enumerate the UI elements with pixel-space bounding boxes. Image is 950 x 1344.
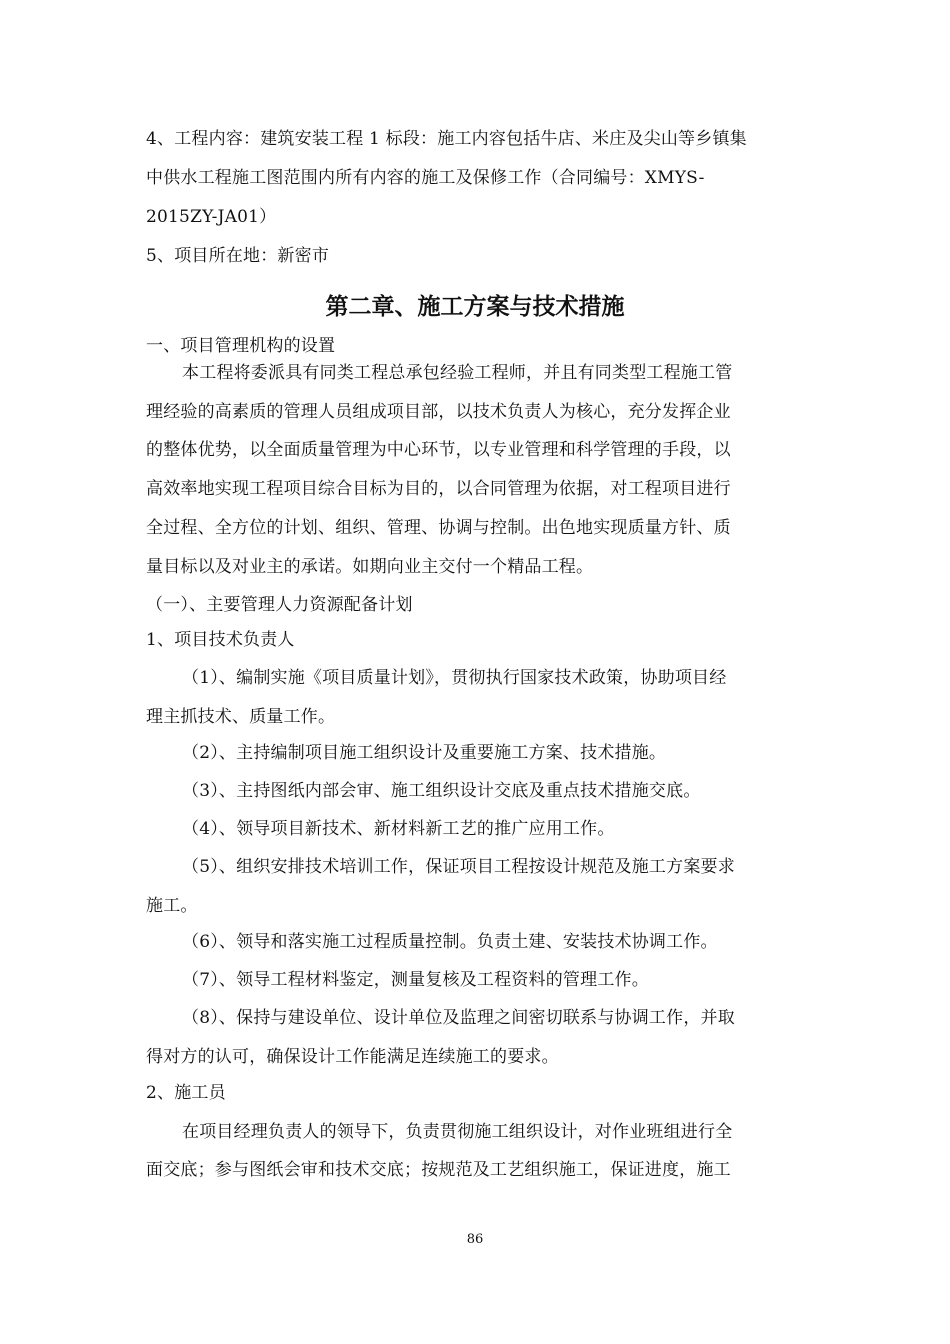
paragraph-line: 在项目经理负责人的领导下，负责贯彻施工组织设计，对作业班组进行全 [182, 1122, 733, 1142]
duty-line: （4）、领导项目新技术、新材料新工艺的推广应用工作。 [182, 819, 615, 839]
duty-line: （6）、领导和落实施工过程质量控制。负责土建、安装技术协调工作。 [182, 932, 718, 952]
item4-line-3: 2015ZY-JA01） [146, 207, 277, 227]
item-heading: 2、施工员 [146, 1083, 226, 1103]
duty-line: （3）、主持图纸内部会审、施工组织设计交底及重点技术措施交底。 [182, 781, 701, 801]
page-number: 86 [466, 1232, 484, 1247]
item-heading: 1、项目技术负责人 [146, 630, 295, 650]
duty-line: 施工。 [146, 896, 198, 916]
duty-line: （1）、编制实施《项目质量计划》，贯彻执行国家技术政策，协助项目经 [182, 668, 727, 688]
chapter-title: 第二章、施工方案与技术措施 [325, 293, 625, 320]
subsection-heading: （一）、主要管理人力资源配备计划 [146, 595, 413, 615]
paragraph-line: 本工程将委派具有同类工程总承包经验工程师，并且有同类型工程施工管 [182, 363, 733, 383]
item4-line-1: 4、工程内容：建筑安装工程 1 标段：施工内容包括牛店、米庄及尖山等乡镇集 [146, 129, 747, 149]
duty-line: （8）、保持与建设单位、设计单位及监理之间密切联系与协调工作，并取 [182, 1008, 735, 1028]
paragraph-line: 量目标以及对业主的承诺。如期向业主交付一个精品工程。 [146, 557, 594, 577]
duty-line: （7）、领导工程材料鉴定，测量复核及工程资料的管理工作。 [182, 970, 649, 990]
section-heading: 一、项目管理机构的设置 [146, 336, 336, 356]
paragraph-line: 全过程、全方位的计划、组织、管理、协调与控制。出色地实现质量方针、质 [146, 518, 731, 538]
duty-line: （2）、主持编制项目施工组织设计及重要施工方案、技术措施。 [182, 743, 667, 763]
item5-location: 5、项目所在地：新密市 [146, 246, 330, 266]
paragraph-line: 理经验的高素质的管理人员组成项目部，以技术负责人为核心，充分发挥企业 [146, 402, 731, 422]
duty-line: （5）、组织安排技术培训工作，保证项目工程按设计规范及施工方案要求 [182, 857, 735, 877]
paragraph-line: 的整体优势，以全面质量管理为中心环节，以专业管理和科学管理的手段，以 [146, 440, 731, 460]
paragraph-line: 面交底；参与图纸会审和技术交底；按规范及工艺组织施工，保证进度，施工 [146, 1160, 731, 1180]
item4-line-2: 中供水工程施工图范围内所有内容的施工及保修工作（合同编号：XMYS- [146, 168, 705, 188]
duty-line: 理主抓技术、质量工作。 [146, 707, 336, 727]
duty-line: 得对方的认可，确保设计工作能满足连续施工的要求。 [146, 1047, 559, 1067]
paragraph-line: 高效率地实现工程项目综合目标为目的，以合同管理为依据，对工程项目进行 [146, 479, 731, 499]
